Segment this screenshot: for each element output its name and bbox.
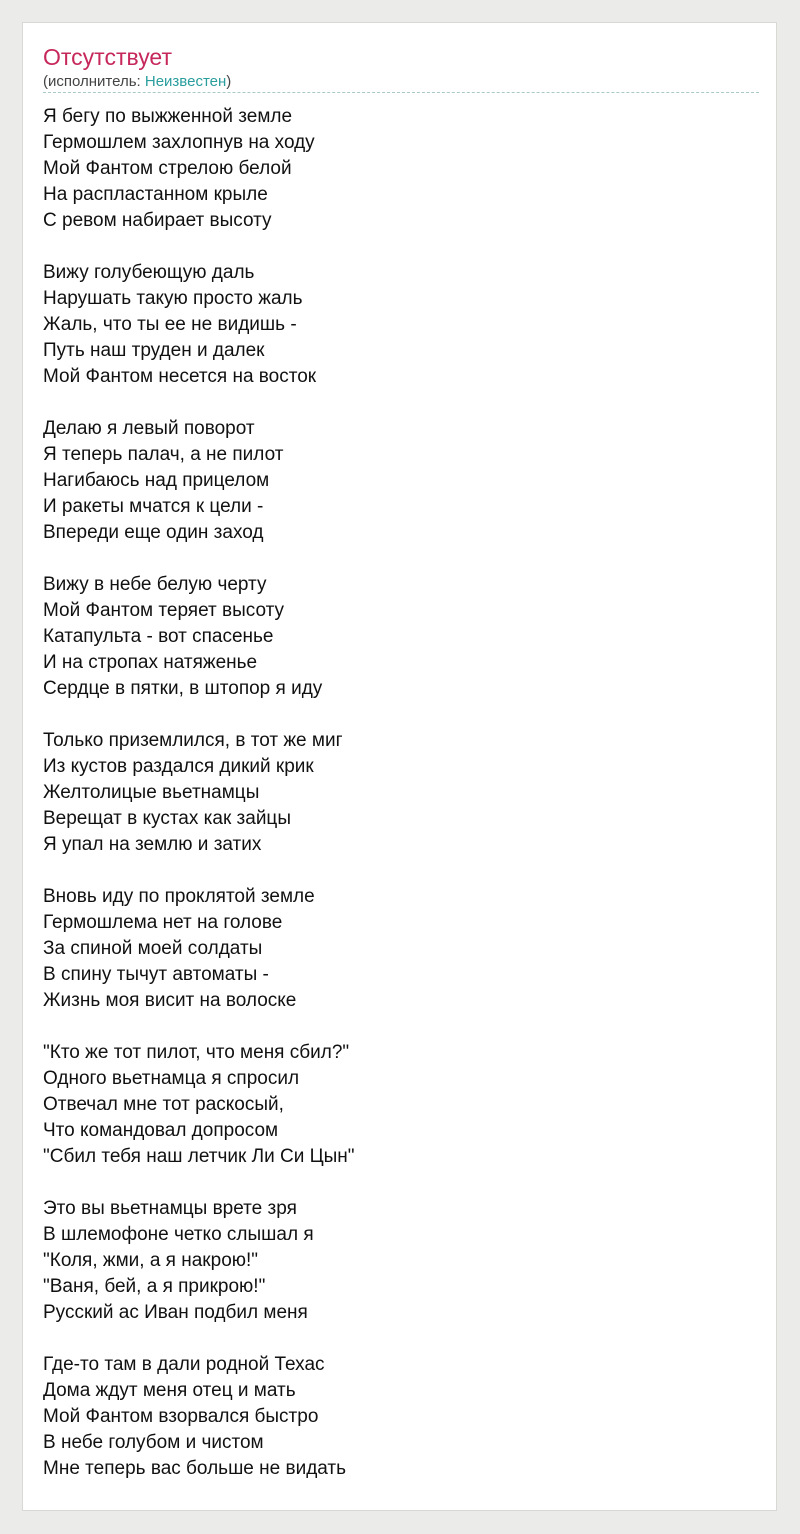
lyrics-line: Дома ждут меня отец и мать (43, 1380, 296, 1401)
lyrics-line: Мне теперь вас больше не видать (43, 1458, 347, 1479)
lyrics-line: И ракеты мчатся к цели - (43, 496, 264, 517)
lyrics-stanza (43, 1352, 759, 1482)
lyrics-line: И на стропах натяженье (43, 652, 258, 673)
lyrics-line: Я теперь палач, а не пилот (43, 444, 284, 465)
lyrics-line: Впереди еще один заход (43, 522, 264, 543)
lyrics-line: С ревом набирает высоту (43, 210, 272, 231)
song-title: Отсутствует (43, 44, 172, 70)
lyrics-line: Это вы вьетнамцы врете зря (43, 1198, 297, 1219)
lyrics-line: Гермошлем захлопнув на ходу (43, 132, 315, 153)
artist-line (43, 73, 759, 93)
lyrics-line: Где-то там в дали родной Техас (43, 1354, 325, 1375)
lyrics-line: Мой Фантом теряет высоту (43, 600, 285, 621)
lyrics-stanza (43, 1196, 759, 1326)
lyrics-stanza (43, 416, 759, 546)
artist-prefix: (исполнитель: (43, 73, 145, 90)
lyrics-stanza (43, 104, 759, 234)
lyrics-line: В спину тычут автоматы - (43, 964, 269, 985)
lyrics-line: "Кто же тот пилот, что меня сбил?" (43, 1042, 350, 1063)
lyrics-line: Нагибаюсь над прицелом (43, 470, 270, 491)
lyrics-line: За спиной моей солдаты (43, 938, 263, 959)
lyrics-line: Жизнь моя висит на волоске (43, 990, 297, 1011)
lyrics-line: Одного вьетнамца я спросил (43, 1068, 300, 1089)
lyrics-card (22, 22, 777, 1511)
lyrics-line: Делаю я левый поворот (43, 418, 255, 439)
lyrics-stanza (43, 260, 759, 390)
lyrics-line: В шлемофоне четко слышал я (43, 1224, 314, 1245)
lyrics-line: Что командовал допросом (43, 1120, 279, 1141)
lyrics-line: Только приземлился, в тот же миг (43, 730, 343, 751)
lyrics-stanza (43, 884, 759, 1014)
artist-suffix: ) (226, 73, 232, 90)
lyrics-line: "Коля, жми, а я накрою!" (43, 1250, 259, 1271)
lyrics-body (43, 104, 759, 1508)
lyrics-line: Русский ас Иван подбил меня (43, 1302, 308, 1323)
lyrics-line: Мой Фантом несется на восток (43, 366, 317, 387)
lyrics-line: Катапульта - вот спасенье (43, 626, 274, 647)
lyrics-line: Отвечал мне тот раскосый, (43, 1094, 284, 1115)
lyrics-line: Жаль, что ты ее не видишь - (43, 314, 297, 335)
lyrics-line: Сердце в пятки, в штопор я иду (43, 678, 323, 699)
artist-link[interactable]: Неизвестен (144, 73, 227, 90)
lyrics-line: Из кустов раздался дикий крик (43, 756, 314, 777)
lyrics-line: Гермошлема нет на голове (43, 912, 283, 933)
lyrics-line: Верещат в кустах как зайцы (43, 808, 291, 829)
lyrics-line: "Ваня, бей, а я прикрою!" (43, 1276, 266, 1297)
lyrics-line: В небе голубом и чистом (43, 1432, 264, 1453)
lyrics-stanza (43, 572, 759, 702)
lyrics-line: Вижу голубеющую даль (43, 262, 255, 283)
lyrics-line: Мой Фантом взорвался быстро (43, 1406, 319, 1427)
lyrics-line: Мой Фантом стрелою белой (43, 158, 292, 179)
lyrics-line: Вновь иду по проклятой земле (43, 886, 315, 907)
lyrics-line: Нарушать такую просто жаль (43, 288, 303, 309)
lyrics-line: Я упал на землю и затих (43, 834, 262, 855)
lyrics-line: Я бегу по выжженной земле (43, 106, 293, 127)
lyrics-line: Желтолицые вьетнамцы (43, 782, 260, 803)
lyrics-line: Путь наш труден и далек (43, 340, 265, 361)
lyrics-line: Вижу в небе белую черту (43, 574, 267, 595)
lyrics-line: На распластанном крыле (43, 184, 268, 205)
lyrics-stanza (43, 728, 759, 858)
lyrics-line: "Сбил тебя наш летчик Ли Си Цын" (43, 1146, 355, 1167)
lyrics-stanza (43, 1040, 759, 1170)
